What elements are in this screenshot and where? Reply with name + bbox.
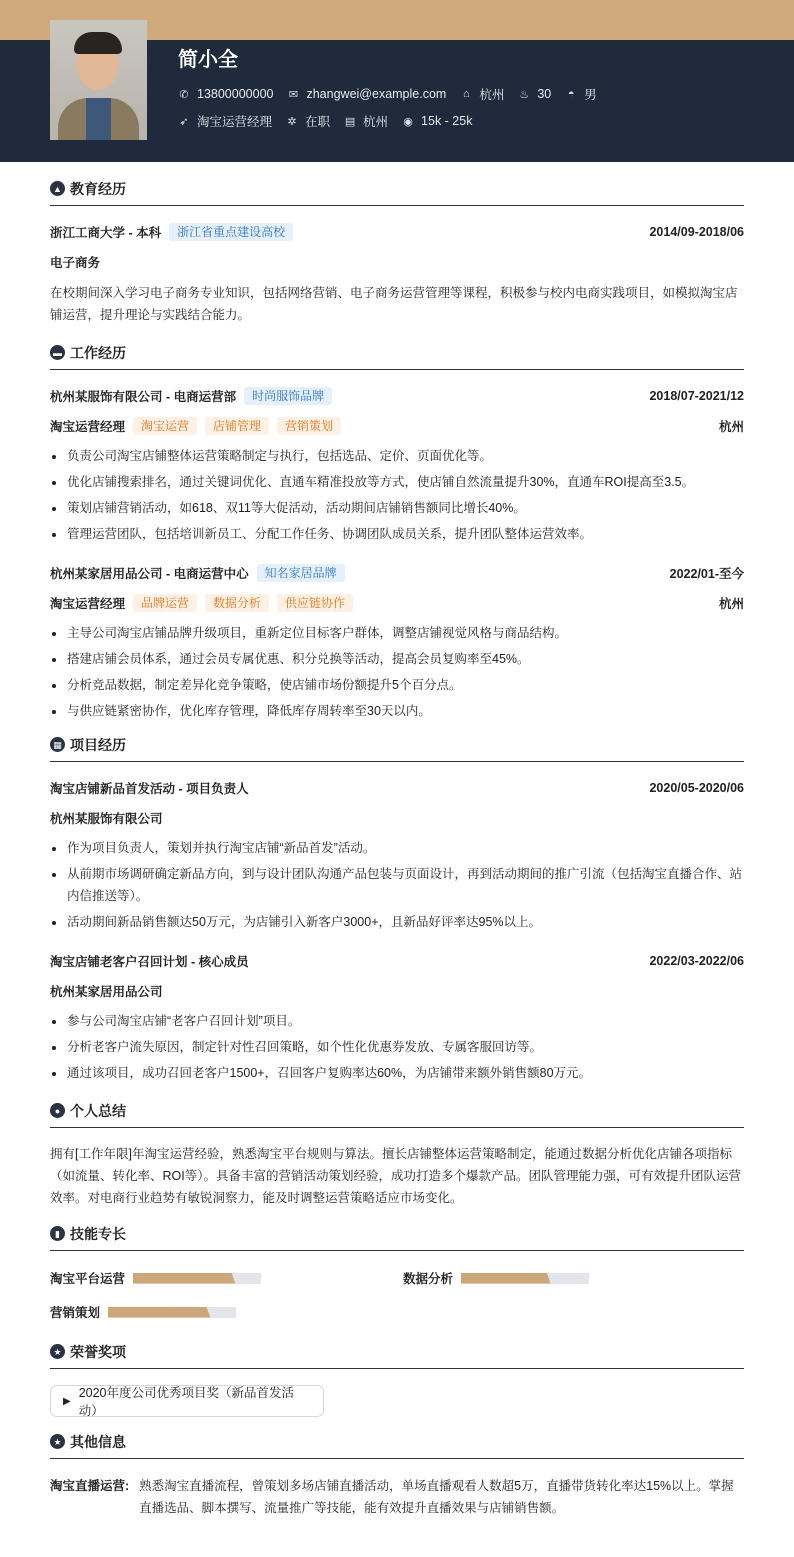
section-title: 个人总结 [70, 1103, 126, 1119]
job-company-wrap [50, 564, 345, 582]
chart-icon: ▮ [50, 1226, 65, 1241]
project-name: 淘宝店铺老客户召回计划 - 核心成员 [50, 955, 249, 969]
city: 杭州 [718, 597, 744, 611]
section-title: 教育经历 [70, 181, 126, 197]
role-wrap [50, 417, 341, 435]
skill-item [50, 1261, 403, 1295]
education-section [50, 178, 744, 326]
company: 杭州某服饰有限公司 - 电商运营部 [50, 390, 237, 404]
skill-tag: 营销策划 [277, 417, 341, 435]
bullet-list [50, 620, 744, 724]
school-tag: 浙江省重点建设高校 [169, 223, 293, 241]
job-header [50, 381, 744, 411]
bullet-list [50, 443, 744, 547]
skill-bar-fill [133, 1273, 235, 1284]
bullet: 参与公司淘宝店铺“老客户召回计划”项目。 [50, 1008, 744, 1034]
date: 2020/05-2020/06 [649, 781, 744, 795]
project-org-row [50, 976, 744, 1006]
skill-bar [133, 1273, 261, 1284]
section-title: 技能专长 [70, 1226, 126, 1242]
project-entry [50, 773, 744, 935]
other-text: 熟悉淘宝直播流程，曾策划多场店铺直播活动，单场直播观看人数超5万，直播带货转化率达15%以上。掌握直播选品、脚本撰写、流量推广等技能，能有效提升直播效果与店铺销售额。 [139, 1479, 734, 1515]
job-header [50, 558, 744, 588]
job-status: 在职 [305, 115, 331, 129]
bullet: 优化店铺搜索排名，通过关键词优化、直通车精准投放等方式，使店铺自然流量提升30%，直通车ROI提高至3.5。 [50, 469, 744, 495]
gender-icon: ◓ [567, 88, 575, 100]
job-role-row [50, 411, 744, 441]
bullet: 从前期市场调研确定新品方向，到与设计团队沟通产品包装与页面设计，再到活动期间的推广引流（包括淘宝直播合作、站内信推送等）。 [50, 861, 744, 909]
section-title: 其他信息 [70, 1434, 126, 1450]
date: 2022/03-2022/06 [649, 954, 744, 968]
other-section [50, 1431, 744, 1519]
skill-item [403, 1261, 744, 1295]
job-target: 淘宝运营经理 [197, 115, 273, 129]
job-role-row [50, 588, 744, 618]
bullet: 通过该项目，成功召回老客户1500+，召回客户复购率达60%，为店铺带来额外销售额80万元。 [50, 1060, 744, 1086]
bullet: 活动期间新品销售额达50万元，为店铺引入新客户3000+，且新品好评率达95%以上。 [50, 909, 744, 935]
project-org: 杭州某服饰有限公司 [50, 812, 163, 826]
job-intent-row [178, 112, 472, 130]
cake-icon: ♨ [519, 88, 530, 101]
company: 杭州某家居用品公司 - 电商运营中心 [50, 567, 249, 581]
section-title: 荣誉奖项 [70, 1344, 126, 1360]
bullet: 主导公司淘宝店铺品牌升级项目，重新定位目标客户群体，调整店铺视觉风格与商品结构。 [50, 620, 744, 646]
summary-text: 拥有[工作年限]年淘宝运营经验，熟悉淘宝平台规则与算法。擅长店铺整体运营策略制定，能通过数据分析优化店铺各项指标（如流量、转化率、ROI等）。具备丰富的营销活动策划经验，成功打造多个爆款产品。团队管理能力强，可有效提升团队运营效率。对电商行业趋势有敏锐洞察力，能及时调整运营策略适应市场变化。 [50, 1147, 741, 1205]
triangle-icon: ▶ [63, 1395, 71, 1407]
skill-name: 营销策划 [50, 1306, 101, 1320]
grid-icon: ▦ [50, 737, 65, 752]
job-entry [50, 381, 744, 547]
info-icon: ★ [50, 1434, 65, 1449]
project-entry [50, 946, 744, 1086]
email: zhangwei@example.com [306, 87, 447, 101]
major: 电子商务 [50, 256, 101, 270]
summary-section [50, 1100, 744, 1209]
age: 30 [537, 87, 552, 101]
job-entry [50, 558, 744, 724]
job-company-wrap [50, 387, 332, 405]
date: 2022/01-至今 [669, 567, 744, 581]
skill-name: 数据分析 [403, 1272, 454, 1286]
project-org: 杭州某家居用品公司 [50, 985, 163, 999]
phone: 13800000000 [197, 87, 274, 101]
skill-tag: 数据分析 [205, 594, 269, 612]
bullet: 分析老客户流失原因，制定针对性召回策略，如个性化优惠券发放、专属客服回访等。 [50, 1034, 744, 1060]
award-icon: ★ [50, 1344, 65, 1359]
skill-bar [461, 1273, 589, 1284]
role-wrap [50, 594, 353, 612]
awards-section [50, 1341, 744, 1417]
skill-tag: 店铺管理 [205, 417, 269, 435]
status-icon: ✲ [287, 115, 297, 128]
project-header [50, 773, 744, 803]
skills-section [50, 1223, 744, 1329]
company-tag: 知名家居品牌 [257, 564, 345, 582]
project-header [50, 946, 744, 976]
project-org-row [50, 803, 744, 833]
city: 杭州 [718, 420, 744, 434]
building-icon: ▤ [344, 115, 356, 128]
award-text: 2020年度公司优秀项目奖（新品首发活动） [78, 1386, 295, 1418]
bullet-list [50, 1008, 744, 1086]
resume-body [50, 162, 744, 1519]
skill-name: 淘宝平台运营 [50, 1272, 126, 1286]
send-icon: ➶ [179, 115, 189, 128]
skill-bar-fill [108, 1307, 210, 1318]
section-title: 项目经历 [70, 737, 126, 753]
contact-info-row [178, 85, 597, 103]
bullet-list [50, 835, 744, 935]
profile-photo [50, 20, 147, 140]
gender: 男 [584, 88, 597, 102]
user-icon: ● [50, 1103, 65, 1118]
award-item[interactable] [50, 1385, 324, 1417]
phone-icon: ✆ [179, 88, 189, 101]
bullet: 管理运营团队，包括培训新员工、分配工作任务、协调团队成员关系，提升团队整体运营效率。 [50, 521, 744, 547]
bullet: 与供应链紧密协作，优化库存管理，降低库存周转率至30天以内。 [50, 698, 744, 724]
skill-tag: 品牌运营 [133, 594, 197, 612]
project-name: 淘宝店铺新品首发活动 - 项目负责人 [50, 782, 249, 796]
home-icon: ⌂ [463, 88, 470, 100]
mail-icon: ✉ [288, 88, 299, 101]
salary: 15k - 25k [421, 114, 473, 128]
skill-tag: 淘宝运营 [133, 417, 197, 435]
bullet: 负责公司淘宝店铺整体运营策略制定与执行，包括选品、定价、页面优化等。 [50, 443, 744, 469]
bullet: 策划店铺营销活动，如618、双11等大促活动，活动期间店铺销售额同比增长40%。 [50, 495, 744, 521]
bullet: 搭建店铺会员体系，通过会员专属优惠、积分兑换等活动，提高会员复购率至45%。 [50, 646, 744, 672]
skill-tag: 供应链协作 [277, 594, 353, 612]
other-label: 淘宝直播运营: [50, 1479, 130, 1493]
skill-bar-fill [461, 1273, 551, 1284]
role: 淘宝运营经理 [50, 597, 126, 611]
school: 浙江工商大学 - 本科 [50, 226, 162, 240]
company-tag: 时尚服饰品牌 [244, 387, 332, 405]
salary-icon: ◉ [403, 115, 413, 128]
date: 2018/07-2021/12 [649, 389, 744, 403]
date: 2014/09-2018/06 [649, 225, 744, 239]
target-city: 杭州 [363, 115, 389, 129]
education-desc: 在校期间深入学习电子商务专业知识，包括网络营销、电子商务运营管理等课程，积极参与校内电商实践项目，如模拟淘宝店铺运营，提升理论与实践结合能力。 [50, 286, 738, 322]
graduation-cap-icon: ▲ [50, 181, 65, 196]
briefcase-icon: ▬ [50, 345, 65, 360]
projects-section [50, 734, 744, 1086]
section-title: 工作经历 [70, 345, 126, 361]
skill-item [50, 1295, 403, 1329]
skill-bar [108, 1307, 236, 1318]
hometown: 杭州 [479, 88, 505, 102]
bullet: 分析竞品数据，制定差异化竞争策略，使店铺市场份额提升5个百分点。 [50, 672, 744, 698]
work-section [50, 342, 744, 724]
role: 淘宝运营经理 [50, 420, 126, 434]
bullet: 作为项目负责人，策划并执行淘宝店铺“新品首发”活动。 [50, 835, 744, 861]
candidate-name: 简小全 [178, 49, 238, 71]
